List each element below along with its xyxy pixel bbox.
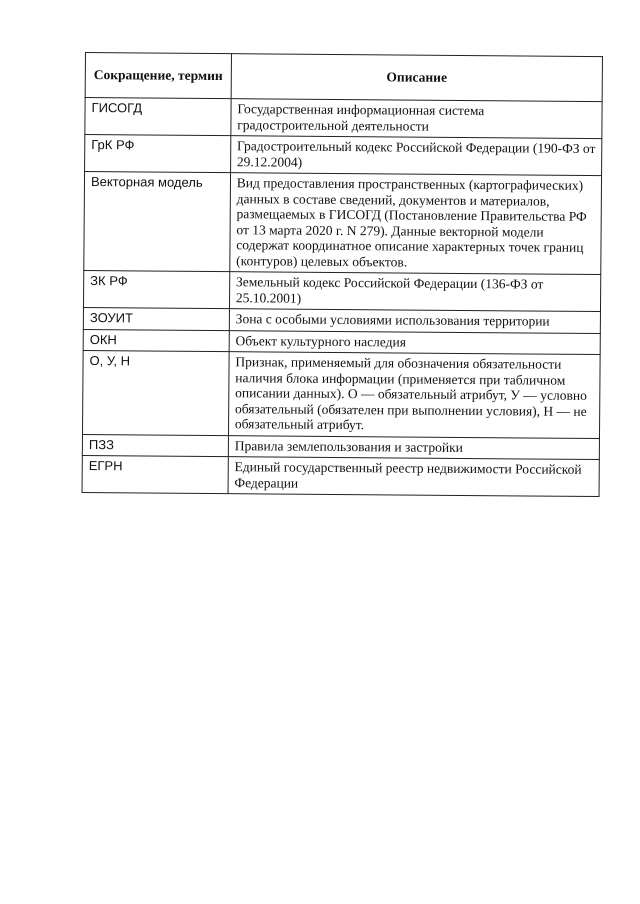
table-header-row (85, 53, 602, 102)
description-cell: Градостроительный кодекс Российской Федерации (190-ФЗ от 29.12.2004) (230, 136, 601, 176)
description-cell: Признак, применяемый для обозначения обязательности наличия блока информации (применяется при табличном описании данных). О — обязательный атрибут, У — условно обязательный (обязателен при выполнении условия), Н — не обязательный атрибут. (228, 352, 600, 438)
term-cell: ГИСОГД (85, 98, 231, 136)
term-cell: ЗОУИТ (83, 307, 229, 330)
description-cell: Объект культурного наследия (229, 330, 600, 354)
header-description: Описание (231, 54, 603, 102)
term-cell: Векторная модель (84, 172, 231, 272)
table-row (82, 455, 599, 496)
term-cell: ЗК РФ (83, 270, 229, 308)
description-cell: Зона с особыми условиями использования территории (229, 309, 600, 333)
header-term: Сокращение, термин (85, 53, 231, 99)
table-row (83, 270, 600, 311)
table-row (85, 135, 602, 176)
term-cell: ЕГРН (82, 455, 228, 493)
description-cell: Вид предоставления пространственных (картографических) данных в составе сведений, документов и материалов, размещаемых в ГИСОГД (Постановление Правительства РФ от 13 марта 2020 г. N 279). Данные векторной модели содержат координатное описание характерных точек границ (контуров) целевых объектов. (230, 173, 602, 275)
abbreviations-table (82, 52, 603, 497)
table-row (82, 350, 600, 438)
description-cell: Единый государственный реестр недвижимости Российской Федерации (228, 457, 599, 497)
term-cell: ОКН (83, 329, 229, 352)
table-row (84, 172, 602, 275)
description-cell: Правила землепользования и застройки (228, 435, 599, 459)
description-cell: Земельный кодекс Российской Федерации (136-ФЗ от 25.10.2001) (229, 272, 600, 312)
description-cell: Государственная информационная система градостроительной деятельности (231, 99, 602, 139)
term-cell: ГрК РФ (85, 135, 231, 173)
term-cell: ПЗЗ (82, 434, 228, 457)
term-cell: О, У, Н (82, 350, 228, 435)
table-row (85, 98, 602, 139)
